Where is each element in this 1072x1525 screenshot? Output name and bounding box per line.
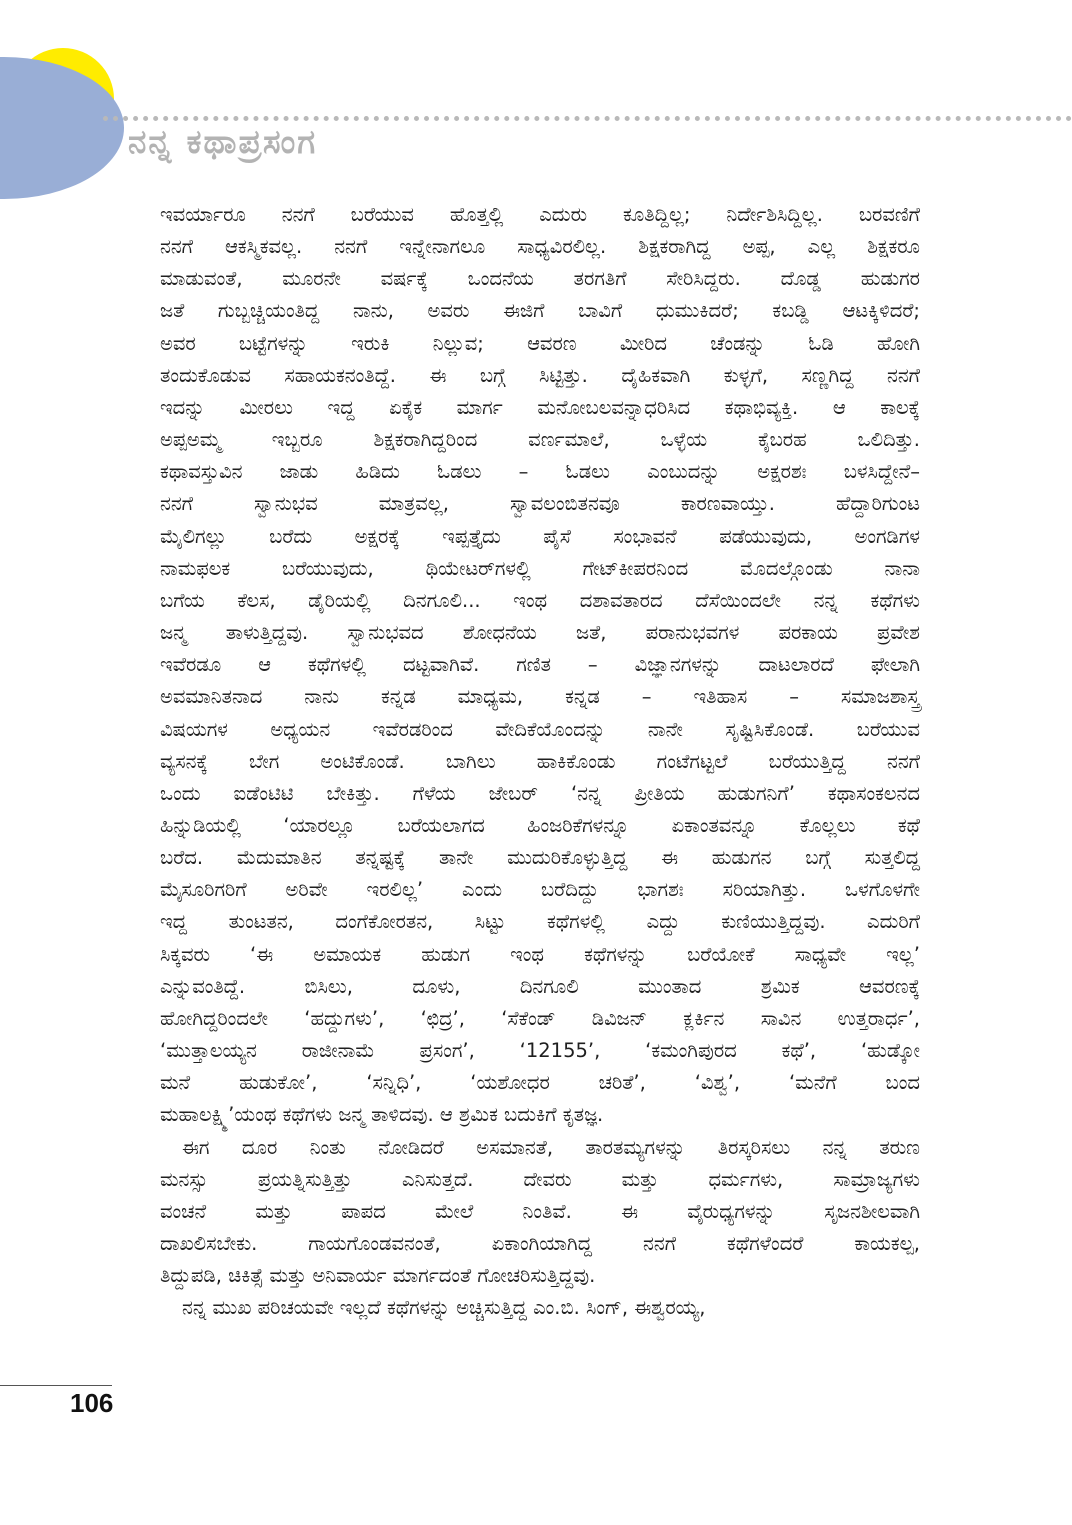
text-line: ಈಗ ದೂರ ನಿಂತು ನೋಡಿದರೆ ಅಸಮಾನತೆ, ತಾರತಮ್ಯಗಳನ್ನು ತಿರಸ್ಕರಿಸಲು ನನ್ನ ತರುಣ [182,1135,920,1159]
text-line: ‘ಮುತ್ತಾಲಯ್ಯನ ರಾಜೀನಾಮೆ ಪ್ರಸಂಗ’, ‘12155’, ‘ಕಮಂಗಿಪುರದ ಕಥೆ’, ‘ಹುಡ್ಕೋ [160,1039,920,1063]
header-dotted-rule [103,116,1072,121]
text-line: ಬಗೆಯ ಕೆಲಸ, ಡೈರಿಯಲ್ಲಿ ದಿನಗೂಲಿ... ಇಂಥ ದಶಾವತಾರದ ದೆಸೆಯಿಂದಲೇ ನನ್ನ ಕಥೆಗಳು [160,588,920,612]
text-line: ವಂಚನೆ ಮತ್ತು ಪಾಪದ ಮೇಲೆ ನಿಂತಿವೆ. ಈ ವೈರುಧ್ಯಗಳನ್ನು ಸೃಜನಶೀಲವಾಗಿ [160,1199,920,1223]
text-line: ಕಥಾವಸ್ತುವಿನ ಜಾಡು ಹಿಡಿದು ಓಡಲು – ಓಡಲು ಎಂಬುದನ್ನು ಅಕ್ಷರಶಃ ಬಳಸಿದ್ದೇನೆ– [160,460,920,484]
text-line: ಬರೆದ. ಮೆದುಮಾತಿನ ತನ್ನಷ್ಟಕ್ಕೆ ತಾನೇ ಮುದುರಿಕೊಳ್ಳುತ್ತಿದ್ದ ಈ ಹುಡುಗನ ಬಗ್ಗೆ ಸುತ್ತಲಿದ್ದ [160,846,920,870]
text-line: ತಂದುಕೊಡುವ ಸಹಾಯಕನಂತಿದ್ದೆ. ಈ ಬಗ್ಗೆ ಸಿಟ್ಟಿತ್ತು. ದೈಹಿಕವಾಗಿ ಕುಳ್ಳಗೆ, ಸಣ್ಣಗಿದ್ದ ನನಗೆ [160,363,920,387]
text-line: ಇವರ್ಯಾರೂ ನನಗೆ ಬರೆಯುವ ಹೊತ್ತಲ್ಲಿ ಎದುರು ಕೂತಿದ್ದಿಲ್ಲ; ನಿರ್ದೇಶಿಸಿದ್ದಿಲ್ಲ. ಬರವಣಿಗೆ [160,203,920,226]
text-line: ಮಾಡುವಂತೆ, ಮೂರನೇ ವರ್ಷಕ್ಕೆ ಒಂದನೆಯ ತರಗತಿಗೆ ಸೇರಿಸಿದ್ದರು. ದೊಡ್ಡ ಹುಡುಗರ [160,267,920,291]
text-line: ಹಿನ್ನುಡಿಯಲ್ಲಿ ‘ಯಾರಲ್ಲೂ ಬರೆಯಲಾಗದ ಹಿಂಜರಿಕೆಗಳನ್ನೂ ಏಕಾಂತವನ್ನೂ ಕೊಲ್ಲಲು ಕಥೆ [160,813,920,837]
text-line: ದಾಖಲಿಸಬೇಕು. ಗಾಯಗೊಂಡವನಂತೆ, ಏಕಾಂಗಿಯಾಗಿದ್ದ ನನಗೆ ಕಥೆಗಳೆಂದರೆ ಕಾಯಕಲ್ಪ, [160,1232,920,1255]
text-line: ಮನೆ ಹುಡುಕೋ’, ‘ಸನ್ನಿಧಿ’, ‘ಯಶೋಧರ ಚರಿತೆ’, ‘ವಿಶ್ವ’, ‘ಮನೆಗೆ ಬಂದ [160,1071,920,1095]
text-line: ಜತೆ ಗುಬ್ಬಚ್ಚಿಯಂತಿದ್ದ ನಾನು, ಅವರು ಈಜಿಗೆ ಬಾವಿಗೆ ಧುಮುಕಿದರೆ; ಕಬಡ್ಡಿ ಆಟಕ್ಕಿಳಿದರೆ; [160,299,920,323]
text-line: ತಿದ್ದುಪಡಿ, ಚಿಕಿತ್ಸೆ ಮತ್ತು ಅನಿವಾರ್ಯ ಮಾರ್ಗದಂತೆ ಗೋಚರಿಸುತ್ತಿದ್ದವು. [160,1264,596,1288]
page-number: 106 [70,1388,114,1418]
text-line: ನನಗೆ ಆಕಸ್ಮಿಕವಲ್ಲ. ನನಗೆ ಇನ್ನೇನಾಗಲೂ ಸಾಧ್ಯವಿರಲಿಲ್ಲ. ಶಿಕ್ಷಕರಾಗಿದ್ದ ಅಪ್ಪ, ಎಲ್ಲ ಶಿಕ್ಷಕರೂ [160,235,920,259]
text-line: ಅವರ ಬಟ್ಟೆಗಳನ್ನು ಇರುಕಿ ನಿಲ್ಲುವ; ಆವರಣ ಮೀರಿದ ಚೆಂಡನ್ನು ಓಡಿ ಹೋಗಿ [160,331,920,355]
text-line: ನನ್ನ ಮುಖ ಪರಿಚಯವೇ ಇಲ್ಲದೆ ಕಥೆಗಳನ್ನು ಅಚ್ಚಿಸುತ್ತಿದ್ದ ಎಂ.ಬಿ. ಸಿಂಗ್, ಈಶ್ವರಯ್ಯ, [182,1296,706,1320]
section-title: ನನ್ನ ಕಥಾಪ್ರಸಂಗ [128,122,318,161]
body-text [160,199,920,1324]
text-line: ಮೈಸೂರಿಗರಿಗೆ ಅರಿವೇ ಇರಲಿಲ್ಲ’ ಎಂದು ಬರೆದಿದ್ದು ಭಾಗಶಃ ಸರಿಯಾಗಿತ್ತು. ಒಳಗೊಳಗೇ [160,878,920,902]
text-line: ಹೋಗಿದ್ದರಿಂದಲೇ ‘ಹದ್ದುಗಳು’, ‘ಛಿದ್ರ’, ‘ಸೆಕೆಂಡ್ ಡಿವಿಜನ್ ಕ್ಲರ್ಕಿನ ಸಾವಿನ ಉತ್ತರಾರ್ಧ’, [160,1006,920,1030]
footer-rule [0,1385,112,1386]
text-line: ನಾಮಫಲಕ ಬರೆಯುವುದು, ಥಿಯೇಟರ್‌ಗಳಲ್ಲಿ ಗೇಟ್‌ಕೀಪರನಿಂದ ಮೊದಲ್ಗೊಂಡು ನಾನಾ [160,556,920,580]
text-line: ಇವೆರಡೂ ಆ ಕಥೆಗಳಲ್ಲಿ ದಟ್ಟವಾಗಿವೆ. ಗಣಿತ – ವಿಜ್ಞಾನಗಳನ್ನು ದಾಟಲಾರದೆ ಫೇಲಾಗಿ [160,653,920,677]
text-line: ಅಪ್ಪಅಮ್ಮ ಇಬ್ಬರೂ ಶಿಕ್ಷಕರಾಗಿದ್ದರಿಂದ ವರ್ಣಮಾಲೆ, ಒಳ್ಳೆಯ ಕೈಬರಹ ಒಲಿದಿತ್ತು. [160,428,920,452]
text-line: ವ್ಯಸನಕ್ಕೆ ಬೇಗ ಅಂಟಿಕೊಂಡೆ. ಬಾಗಿಲು ಹಾಕಿಕೊಂಡು ಗಂಟೆಗಟ್ಟಲೆ ಬರೆಯುತ್ತಿದ್ದ ನನಗೆ [160,749,920,773]
text-line: ಅವಮಾನಿತನಾದ ನಾನು ಕನ್ನಡ ಮಾಧ್ಯಮ, ಕನ್ನಡ – ಇತಿಹಾಸ – ಸಮಾಜಶಾಸ್ತ್ರ [160,685,920,709]
text-line: ಸಿಕ್ಕವರು ‘ಈ ಅಮಾಯಕ ಹುಡುಗ ಇಂಥ ಕಥೆಗಳನ್ನು ಬರೆಯೋಕೆ ಸಾಧ್ಯವೇ ಇಲ್ಲ’ [160,942,920,966]
text-line: ವಿಷಯಗಳ ಅಧ್ಯಯನ ಇವೆರಡರಿಂದ ವೇದಿಕೆಯೊಂದನ್ನು ನಾನೇ ಸೃಷ್ಟಿಸಿಕೊಂಡೆ. ಬರೆಯುವ [160,717,920,741]
text-line: ಜನ್ಮ ತಾಳುತ್ತಿದ್ದವು. ಸ್ವಾನುಭವದ ಶೋಧನೆಯ ಜತೆ, ಪರಾನುಭವಗಳ ಪರಕಾಯ ಪ್ರವೇಶ [160,621,920,645]
text-line: ಇದನ್ನು ಮೀರಲು ಇದ್ದ ಏಕೈಕ ಮಾರ್ಗ ಮನೋಬಲವನ್ನಾಧರಿಸಿದ ಕಥಾಭಿವ್ಯಕ್ತಿ. ಆ ಕಾಲಕ್ಕೆ [160,395,920,419]
text-line: ಮಹಾಲಕ್ಷ್ಮಿ’ಯಂಥ ಕಥೆಗಳು ಜನ್ಮ ತಾಳಿದವು. ಆ ಶ್ರಮಿಕ ಬದುಕಿಗೆ ಕೃತಜ್ಞ. [160,1103,604,1127]
text-line: ಇದ್ದ ತುಂಟತನ, ದಂಗೆಕೋರತನ, ಸಿಟ್ಟು ಕಥೆಗಳಲ್ಲಿ ಎದ್ದು ಕುಣಿಯುತ್ತಿದ್ದವು. ಎದುರಿಗೆ [160,910,920,934]
text-line: ಒಂದು ಐಡೆಂಟಿಟಿ ಬೇಕಿತ್ತು. ಗೆಳೆಯ ಜೇಬರ್ ‘ನನ್ನ ಪ್ರೀತಿಯ ಹುಡುಗನಿಗೆ’ ಕಥಾಸಂಕಲನದ [160,781,920,805]
text-line: ಎನ್ನುವಂತಿದ್ದೆ. ಬಿಸಿಲು, ದೂಳು, ದಿನಗೂಲಿ ಮುಂತಾದ ಶ್ರಮಿಕ ಆವರಣಕ್ಕೆ [160,974,920,998]
text-line: ನನಗೆ ಸ್ವಾನುಭವ ಮಾತ್ರವಲ್ಲ, ಸ್ವಾವಲಂಬಿತನವೂ ಕಾರಣವಾಯ್ತು. ಹೆದ್ದಾರಿಗುಂಟ [160,492,920,516]
text-line: ಮೈಲಿಗಲ್ಲು ಬರೆದು ಅಕ್ಷರಕ್ಕೆ ಇಪ್ಪತ್ತೈದು ಪೈಸೆ ಸಂಭಾವನೆ ಪಡೆಯುವುದು, ಅಂಗಡಿಗಳ [160,524,920,548]
text-line: ಮನಸ್ಸು ಪ್ರಯತ್ನಿಸುತ್ತಿತ್ತು ಎನಿಸುತ್ತದೆ. ದೇವರು ಮತ್ತು ಧರ್ಮಗಳು, ಸಾಮ್ರಾಜ್ಯಗಳು [160,1167,920,1191]
